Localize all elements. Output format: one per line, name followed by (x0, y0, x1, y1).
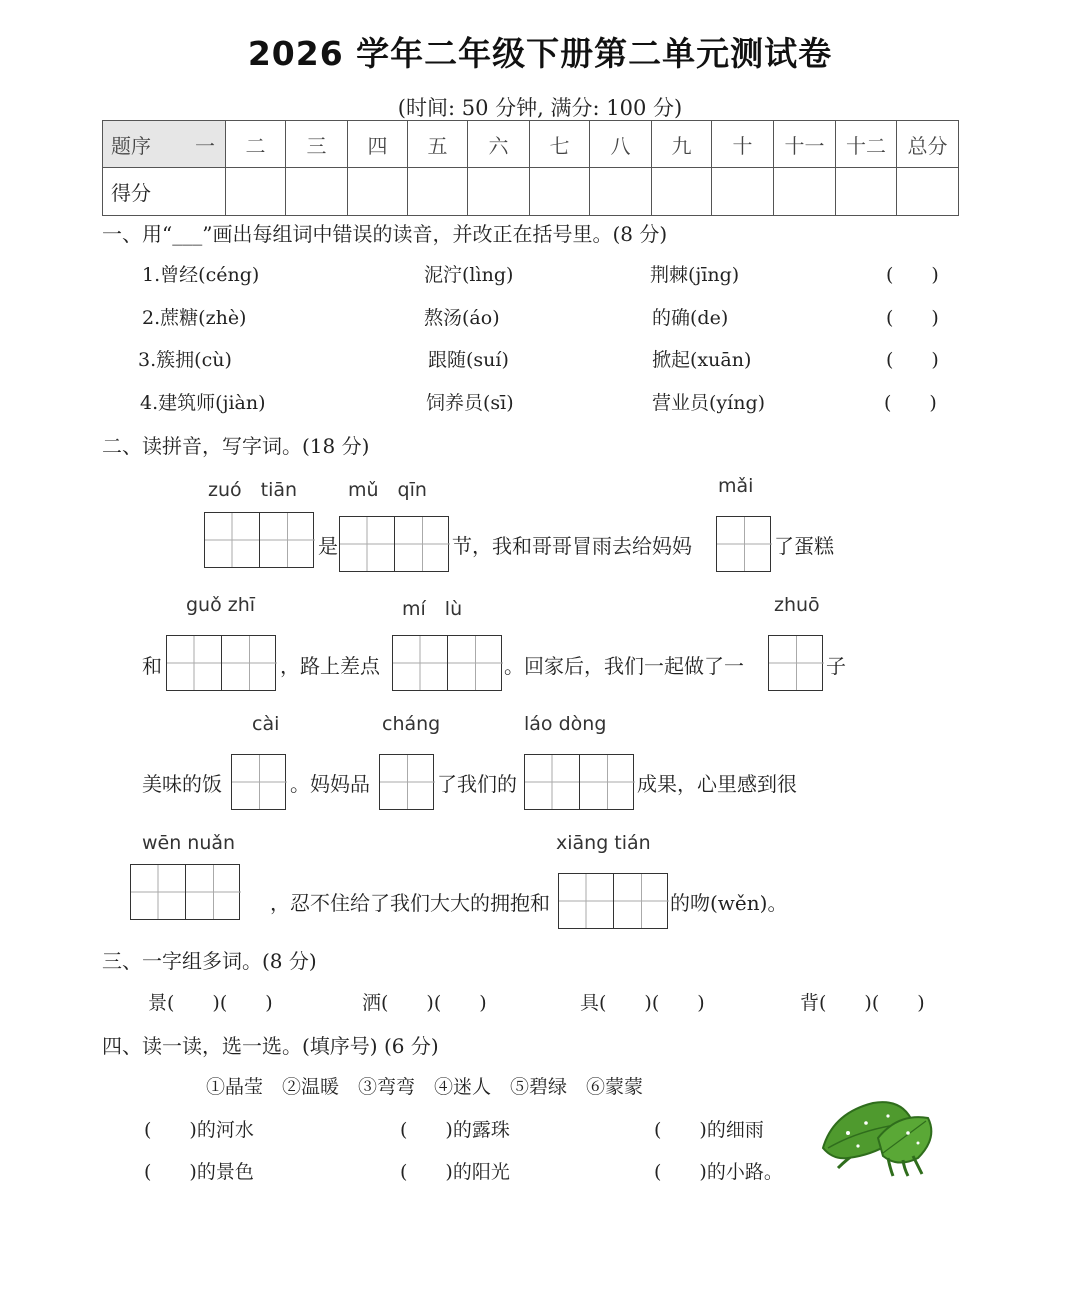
s1-row4-item1: 4.建筑师(jiàn) (140, 392, 266, 414)
s1-row2-item2: 熬汤(áo) (424, 307, 500, 329)
score-cell[interactable] (348, 168, 408, 216)
s2-text: 。妈妈品 (290, 772, 370, 796)
pinyin-muqin: mǔ qīn (348, 479, 427, 501)
pinyin-mai: mǎi (718, 475, 754, 497)
s4-blank[interactable]: ( )的细雨 (654, 1119, 764, 1141)
score-col-header: 七 (530, 121, 590, 168)
score-cell[interactable] (408, 168, 468, 216)
score-cell[interactable] (226, 168, 286, 216)
score-table-label-order: 题序 一 (103, 121, 226, 168)
s1-answer-paren[interactable]: ( ) (884, 392, 937, 414)
pinyin-guozhi: guǒ zhī (186, 594, 256, 616)
score-col-header: 六 (468, 121, 530, 168)
s1-word: 泥泞 (424, 264, 463, 286)
score-col-header: 总分 (897, 121, 959, 168)
s2-text: 了蛋糕 (774, 534, 834, 558)
s1-word: 掀起 (652, 349, 691, 371)
page-title: 2026 学年二年级下册第二单元测试卷 (247, 34, 833, 73)
score-cell[interactable] (530, 168, 590, 216)
s1-word: 营业员 (652, 392, 710, 414)
s1-answer-paren[interactable]: ( ) (886, 349, 939, 371)
s4-blank[interactable]: ( )的河水 (144, 1119, 254, 1141)
s2-text: 成果，心里感到很 (637, 772, 797, 796)
score-col-header: 三 (286, 121, 348, 168)
writing-cell[interactable] (769, 636, 824, 690)
s1-word: 建筑师 (158, 392, 216, 414)
s1-row3-item2: 跟随(suí) (428, 349, 509, 371)
writing-cell[interactable] (222, 636, 277, 690)
s1-row3-item1: 3.簇拥(cù) (138, 349, 232, 371)
s2-text: 。回家后，我们一起做了一 (504, 654, 744, 678)
s1-answer-paren[interactable]: ( ) (886, 307, 939, 329)
writing-cell[interactable] (205, 513, 260, 567)
s1-word: 熬汤 (424, 307, 463, 329)
pinyin-zuotian: zuó tiān (208, 479, 298, 501)
pinyin-xiangtian: xiāng tián (556, 832, 651, 854)
writing-box-zhuo[interactable] (768, 635, 823, 691)
score-cell[interactable] (836, 168, 897, 216)
writing-cell[interactable] (448, 636, 503, 690)
s4-blank[interactable]: ( )的露珠 (400, 1119, 510, 1141)
writing-cell[interactable] (717, 517, 772, 571)
s1-row4-item2: 饲养员(sī) (426, 392, 514, 414)
s4-options: ①晶莹 ②温暖 ③弯弯 ④迷人 ⑤碧绿 ⑥蒙蒙 (206, 1076, 644, 1098)
section2-heading: 二、读拼音，写字词。(18 分) (102, 434, 370, 458)
s3-item[interactable]: 具( )( ) (580, 992, 705, 1014)
writing-box-milu[interactable] (392, 635, 502, 691)
s1-word: 荆棘 (650, 264, 689, 286)
s4-blank[interactable]: ( )的阳光 (400, 1161, 510, 1183)
writing-cell[interactable] (131, 865, 186, 919)
score-cell[interactable] (774, 168, 836, 216)
section4-heading: 四、读一读，选一选。(填序号) (6 分) (102, 1034, 439, 1058)
score-col-header: 十一 (774, 121, 836, 168)
score-col-header: 八 (590, 121, 652, 168)
s2-text: 子 (826, 654, 846, 678)
s2-text: 美味的饭 (142, 772, 222, 796)
writing-cell[interactable] (167, 636, 222, 690)
s1-word: 蔗糖 (160, 307, 199, 329)
score-cell[interactable] (652, 168, 712, 216)
score-table (102, 120, 959, 216)
score-table-score-row (103, 168, 959, 216)
writing-box-chang[interactable] (379, 754, 434, 810)
pinyin-cai: cài (252, 713, 280, 735)
score-col-header: 五 (408, 121, 468, 168)
writing-cell[interactable] (559, 874, 614, 928)
writing-cell[interactable] (393, 636, 448, 690)
s1-row3-item3: 掀起(xuān) (652, 349, 752, 371)
writing-cell[interactable] (580, 755, 635, 809)
score-cell[interactable] (897, 168, 959, 216)
s3-item[interactable]: 背( )( ) (800, 992, 925, 1014)
score-col-header: 十二 (836, 121, 897, 168)
s2-text: ，路上差点 (280, 654, 380, 678)
writing-box-wennuan[interactable] (130, 864, 240, 920)
s1-row2-item1: 2.蔗糖(zhè) (142, 307, 247, 329)
pinyin-zhuo: zhuō (774, 594, 820, 616)
writing-cell[interactable] (340, 517, 395, 571)
s1-row4-item3: 营业员(yíng) (652, 392, 766, 414)
s1-row2-item3: 的确(de) (652, 307, 729, 329)
s2-text: 是 (318, 534, 338, 558)
exam-time-info: (时间: 50 分钟, 满分: 100 分) (397, 96, 683, 120)
score-table-header-row (103, 121, 959, 168)
s4-blank[interactable]: ( )的景色 (144, 1161, 254, 1183)
writing-cell[interactable] (525, 755, 580, 809)
s1-word: 跟随 (428, 349, 467, 371)
writing-box-laodong[interactable] (524, 754, 634, 810)
writing-cell[interactable] (380, 755, 435, 809)
writing-box-zuotian[interactable] (204, 512, 314, 568)
section1-heading: 一、用“___”画出每组词中错误的读音，并改正在括号里。(8 分) (102, 222, 668, 246)
s1-word: 的确 (652, 307, 691, 329)
writing-box-muqin[interactable] (339, 516, 449, 572)
pinyin-chang: cháng (382, 713, 441, 735)
s1-word: 饲养员 (426, 392, 484, 414)
writing-cell[interactable] (186, 865, 241, 919)
s1-row1-item3: 荆棘(jīng) (650, 264, 740, 286)
s2-text: 和 (142, 654, 162, 678)
score-cell[interactable] (286, 168, 348, 216)
section3-heading: 三、一字组多词。(8 分) (102, 949, 317, 973)
score-cell[interactable] (712, 168, 774, 216)
pinyin-laodong: láo dòng (524, 713, 607, 735)
leaf-illustration (818, 1088, 943, 1178)
pinyin-wennuan: wēn nuǎn (142, 832, 236, 854)
s2-text: 的吻(wěn)。 (670, 891, 788, 915)
s1-row1-item1: 1.曾经(céng) (142, 264, 260, 286)
score-cell[interactable] (590, 168, 652, 216)
s1-word: 曾经 (160, 264, 199, 286)
writing-cell[interactable] (614, 874, 669, 928)
writing-box-xiangtian[interactable] (558, 873, 668, 929)
s4-blank[interactable]: ( )的小路。 (654, 1161, 783, 1183)
score-col-header: 九 (652, 121, 712, 168)
writing-box-cai[interactable] (231, 754, 286, 810)
score-table-label-score: 得分 (103, 168, 226, 216)
s3-item[interactable]: 景( )( ) (148, 992, 273, 1014)
score-col-header: 十 (712, 121, 774, 168)
s1-answer-paren[interactable]: ( ) (886, 264, 939, 286)
score-col-header: 二 (226, 121, 286, 168)
writing-box-mai[interactable] (716, 516, 771, 572)
writing-cell[interactable] (260, 513, 315, 567)
s2-text: ，忍不住给了我们大大的拥抱和 (270, 891, 550, 915)
writing-box-guozhi[interactable] (166, 635, 276, 691)
s3-item[interactable]: 洒( )( ) (362, 992, 487, 1014)
s2-text: 节，我和哥哥冒雨去给妈妈 (452, 534, 692, 558)
s1-row1-item2: 泥泞(lìng) (424, 264, 514, 286)
writing-cell[interactable] (395, 517, 450, 571)
pinyin-milu: mí lù (402, 598, 463, 620)
writing-cell[interactable] (232, 755, 287, 809)
s2-text: 了我们的 (437, 772, 517, 796)
score-cell[interactable] (468, 168, 530, 216)
s1-word: 簇拥 (156, 349, 195, 371)
score-col-header: 四 (348, 121, 408, 168)
